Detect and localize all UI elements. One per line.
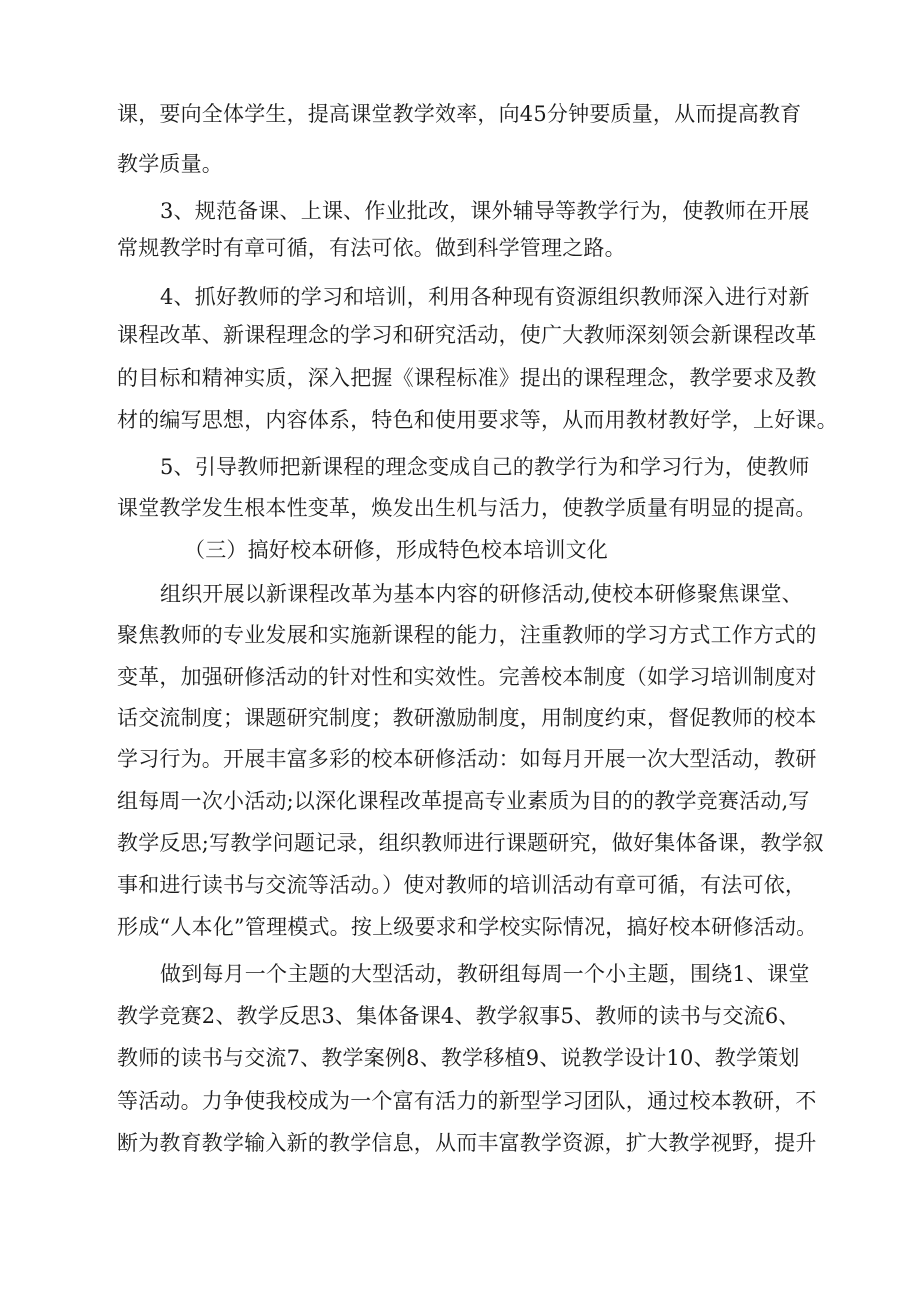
text-line: 组每周一次小活动;以深化课程改革提高专业素质为目的的教学竞赛活动,写 <box>117 789 810 813</box>
section-heading: （三）搞好校本研修，形成特色校本培训文化 <box>184 538 608 562</box>
text-line: 变革，加强研修活动的针对性和实效性。完善校本制度（如学习培训制度对 <box>117 665 817 689</box>
text-line: 做到每月一个主题的大型活动，教研组每周一个小主题，围绕1、课堂 <box>160 962 810 986</box>
text-line: 学习行为。开展丰富多彩的校本研修活动：如每月开展一次大型活动，教研 <box>117 747 817 771</box>
text-line: 教学质量。 <box>117 152 223 176</box>
text-line: 常规教学时有章可循，有法可依。做到科学管理之路。 <box>117 236 626 260</box>
text-line: 组织开展以新课程改革为基本内容的研修活动,使校本研修聚焦课堂、 <box>160 582 803 606</box>
text-line: 材的编写思想，内容体系，特色和使用要求等，从而用教材教好学，上好课。 <box>117 408 838 432</box>
text-line: 课，要向全体学生，提高课堂教学效率，向45分钟要质量，从而提高教育 <box>117 102 802 126</box>
text-line: 断为教育教学输入新的教学信息，从而丰富教学资源，扩大教学视野，提升 <box>117 1131 817 1155</box>
text-line: 形成“人本化”管理模式。按上级要求和学校实际情况，搞好校本研修活动。 <box>117 915 818 939</box>
text-line: 5、引导教师把新课程的理念变成自己的教学行为和学习行为，使教师 <box>160 455 810 479</box>
text-line: 教学反思;写教学问题记录，组织教师进行课题研究，做好集体备课，教学叙 <box>117 831 824 855</box>
text-line: 课程改革、新课程理念的学习和研究活动，使广大教师深刻领会新课程改革 <box>117 323 817 347</box>
text-line: 的目标和精神实质，深入把握《课程标准》提出的课程理念，教学要求及教 <box>117 366 817 390</box>
text-line: 话交流制度；课题研究制度；教研激励制度，用制度约束，督促教师的校本 <box>117 706 817 730</box>
text-line: 教师的读书与交流7、教学案例8、教学移植9、说教学设计10、教学策划 <box>117 1046 800 1070</box>
text-line: 等活动。力争使我校成为一个富有活力的新型学习团队，通过校本教研，不 <box>117 1089 817 1113</box>
text-line: 课堂教学发生根本性变革，焕发出生机与活力，使教学质量有明显的提高。 <box>117 496 817 520</box>
text-line: 4、抓好教师的学习和培训，利用各种现有资源组织教师深入进行对新 <box>160 285 810 309</box>
text-line: 教学竞赛2、教学反思3、集体备课4、教学叙事5、教师的读书与交流6、 <box>117 1004 800 1028</box>
text-line: 3、规范备课、上课、作业批改，课外辅导等教学行为，使教师在开展 <box>160 199 810 223</box>
text-line: 聚焦教师的专业发展和实施新课程的能力，注重教师的学习方式工作方式的 <box>117 623 817 647</box>
text-line: 事和进行读书与交流等活动。）使对教师的培训活动有章可循，有法可依， <box>117 873 807 897</box>
